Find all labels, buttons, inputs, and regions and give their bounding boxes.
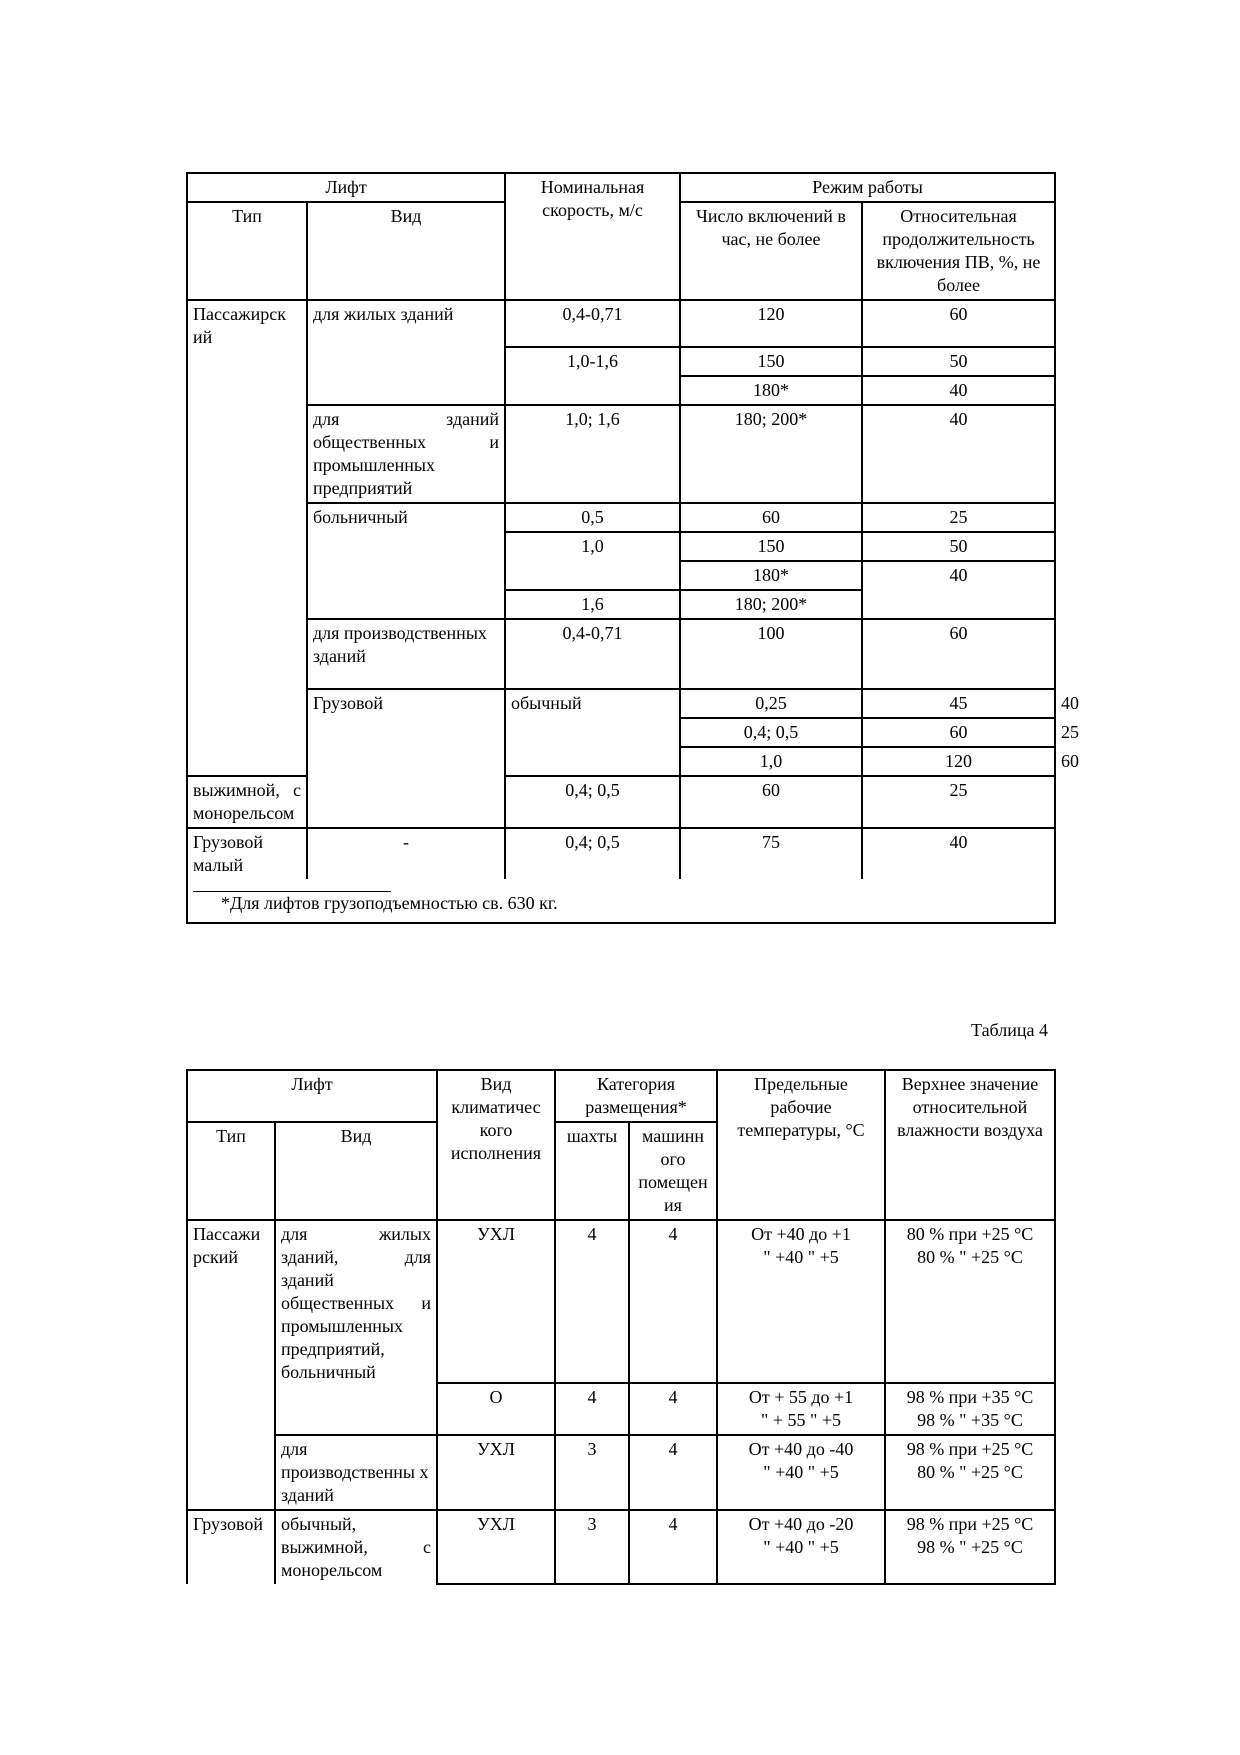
text-fragment: промышленных предприятий bbox=[313, 455, 435, 498]
cell-starts: 150 bbox=[680, 532, 862, 561]
header-starts: Число включений в час, не более bbox=[680, 202, 862, 300]
cell-humidity: 98 % при +35 °С 98 % " +35 °С bbox=[885, 1383, 1055, 1435]
header-speed: Номинальная скорость, м/с bbox=[505, 173, 680, 300]
cell-starts: 100 bbox=[680, 619, 862, 689]
text-fragment: зданий bbox=[281, 1270, 334, 1290]
header-climate: Вид климатичес кого исполнения bbox=[437, 1070, 555, 1220]
footnote-divider bbox=[193, 879, 391, 892]
header-temperatures: Предельные рабочие температуры, °С bbox=[717, 1070, 885, 1220]
cell-kind: - bbox=[307, 828, 505, 879]
text-fragment: обычный, bbox=[281, 1514, 357, 1534]
kind-industrial: для производственных зданий bbox=[307, 619, 505, 689]
cell-climate: УХЛ bbox=[437, 1510, 555, 1584]
header-shaft: шахты bbox=[555, 1122, 629, 1220]
cell-speed: 0,4-0,71 bbox=[505, 619, 680, 689]
cell-speed: 1,0 bbox=[680, 747, 862, 776]
cell-duty: 25 bbox=[862, 503, 1055, 532]
header-lift: Лифт bbox=[187, 1070, 437, 1122]
header-type: Тип bbox=[187, 202, 307, 300]
text-fragment: промышленных предприятий, больничный bbox=[281, 1316, 403, 1382]
cell-speed: 0,25 bbox=[680, 689, 862, 718]
header-kind: Вид bbox=[307, 202, 505, 300]
cell-duty: 50 bbox=[862, 347, 1055, 376]
cell-duty: 40 bbox=[862, 828, 1055, 879]
text-fragment: общественных bbox=[313, 432, 427, 452]
text-fragment: и bbox=[489, 432, 499, 452]
cell-duty: 40 bbox=[862, 561, 1055, 619]
cell-duty: 50 bbox=[862, 532, 1055, 561]
cell-starts: 60 bbox=[862, 718, 1055, 747]
kind-freight bbox=[275, 1510, 437, 1584]
cell-speed: 1,0 bbox=[505, 532, 680, 590]
lift-climate-table bbox=[186, 1069, 1056, 1585]
cell-speed: 0,4; 0,5 bbox=[505, 828, 680, 879]
cell-speed: 0,5 bbox=[505, 503, 680, 532]
kind-residential-public-hospital bbox=[275, 1220, 437, 1435]
header-category: Категория размещения* bbox=[555, 1070, 717, 1122]
header-mode: Режим работы bbox=[680, 173, 1055, 202]
text-fragment: зданий bbox=[446, 409, 499, 429]
text-fragment: для bbox=[281, 1224, 308, 1244]
text-fragment: с bbox=[423, 1537, 431, 1557]
text-fragment: с bbox=[293, 780, 301, 800]
cell-shaft: 3 bbox=[555, 1510, 629, 1584]
text-fragment: общественных bbox=[281, 1293, 395, 1313]
cell-starts: 180; 200* bbox=[680, 405, 862, 503]
cell-starts: 120 bbox=[862, 747, 1055, 776]
cell-starts: 180; 200* bbox=[680, 590, 862, 619]
cell-starts: 60 bbox=[680, 776, 862, 828]
cell-starts: 75 bbox=[680, 828, 862, 879]
text-fragment: монорельсом bbox=[193, 803, 295, 823]
cell-speed: 1,0; 1,6 bbox=[505, 405, 680, 503]
cell-machine-room: 4 bbox=[629, 1435, 717, 1510]
cell-duty: 60 bbox=[862, 619, 1055, 689]
cell-humidity: 98 % при +25 °С 98 % " +25 °С bbox=[885, 1510, 1055, 1584]
header-kind: Вид bbox=[275, 1122, 437, 1220]
text-fragment: монорельсом bbox=[281, 1560, 383, 1580]
cell-machine-room: 4 bbox=[629, 1220, 717, 1383]
cell-climate: О bbox=[437, 1383, 555, 1435]
cell-temperatures: От + 55 до +1 " + 55 " +5 bbox=[717, 1383, 885, 1435]
cell-starts: 180* bbox=[680, 376, 862, 405]
text-fragment: и bbox=[421, 1293, 431, 1313]
type-small-freight: Грузовой малый bbox=[187, 828, 307, 879]
type-passenger: Пассажирск ий bbox=[187, 300, 307, 776]
cell-humidity: 98 % при +25 °С 80 % " +25 °С bbox=[885, 1435, 1055, 1510]
kind-industrial: для производственны х зданий bbox=[275, 1435, 437, 1510]
table-caption: Таблица 4 bbox=[971, 1020, 1048, 1040]
header-type: Тип bbox=[187, 1122, 275, 1220]
cell-duty: 60 bbox=[862, 300, 1055, 347]
cell-speed: 0,4; 0,5 bbox=[505, 776, 680, 828]
cell-starts: 60 bbox=[680, 503, 862, 532]
cell-temperatures: От +40 до -20 " +40 " +5 bbox=[717, 1510, 885, 1584]
text-fragment: для bbox=[404, 1247, 431, 1267]
cell-machine-room: 4 bbox=[629, 1383, 717, 1435]
text-fragment: жилых bbox=[378, 1224, 431, 1244]
kind-hospital: больничный bbox=[307, 503, 505, 619]
cell-humidity: 80 % при +25 °С 80 % " +25 °С bbox=[885, 1220, 1055, 1383]
kind-pushing-monorail bbox=[187, 776, 307, 828]
cell-shaft: 4 bbox=[555, 1220, 629, 1383]
cell-starts: 120 bbox=[680, 300, 862, 347]
footnote-text: *Для лифтов грузоподъемностью св. 630 кг. bbox=[221, 893, 558, 913]
lift-operation-mode-table: Лифт Номинальная скорость, м/с Режим работы Тип Вид Число включений в час, не более Относительная продолжительность включения ПВ, %, не более Пассажирск ий для жилых зданий 0,4-0,71 120 60 1,0-1,6 150 50 180* 40 для зданий общественных и промышленных предприятий 1,0; 1,6 180; 200* 40 больничный 0,5 60 25 1,0 150 50 180* 40 1,6 180; 200* для производственных зданий 0,4-0,71 100 60 Грузовой обычный 0,25 45 40 0,4; 0,5 60 25 1,0 120 60 выжимной, с монорельсом 0,4; 0,5 60 25 Грузовой малый - 0,4; 0,5 75 40 *Для лифтов грузоподъемностью св. 630 кг. bbox=[186, 172, 1056, 924]
cell-starts: 45 bbox=[862, 689, 1055, 718]
cell-climate: УХЛ bbox=[437, 1220, 555, 1383]
text-fragment: для bbox=[313, 409, 340, 429]
cell-speed: 0,4-0,71 bbox=[505, 300, 680, 347]
cell-duty: 40 bbox=[862, 405, 1055, 503]
cell-duty: 25 bbox=[862, 776, 1055, 828]
cell-temperatures: От +40 до -40 " +40 " +5 bbox=[717, 1435, 885, 1510]
header-lift: Лифт bbox=[187, 173, 505, 202]
cell-machine-room: 4 bbox=[629, 1510, 717, 1584]
type-passenger: Пассажи рский bbox=[187, 1220, 275, 1510]
cell-shaft: 4 bbox=[555, 1383, 629, 1435]
kind-residential: для жилых зданий bbox=[307, 300, 505, 405]
cell-shaft: 3 bbox=[555, 1435, 629, 1510]
kind-public-buildings bbox=[307, 405, 505, 503]
text-fragment: выжимной, bbox=[281, 1537, 368, 1557]
cell-speed: 1,0-1,6 bbox=[505, 347, 680, 405]
cell-climate: УХЛ bbox=[437, 1435, 555, 1510]
header-humidity: Верхнее значение относительной влажности воздуха bbox=[885, 1070, 1055, 1220]
header-machine-room: машинн ого помещен ия bbox=[629, 1122, 717, 1220]
type-freight: Грузовой bbox=[307, 689, 505, 828]
text-fragment: выжимной, bbox=[193, 780, 280, 800]
cell-temperatures: От +40 до +1 " +40 " +5 bbox=[717, 1220, 885, 1383]
text-fragment: зданий, bbox=[281, 1247, 339, 1267]
cell-starts: 150 bbox=[680, 347, 862, 376]
header-duty: Относительная продолжительность включения ПВ, %, не более bbox=[862, 202, 1055, 300]
cell-speed: 1,6 bbox=[505, 590, 680, 619]
kind-ordinary: обычный bbox=[505, 689, 680, 776]
cell-starts: 180* bbox=[680, 561, 862, 590]
type-freight: Грузовой bbox=[187, 1510, 275, 1584]
footnote-cell bbox=[187, 879, 1055, 923]
cell-speed: 0,4; 0,5 bbox=[680, 718, 862, 747]
cell-duty: 40 bbox=[862, 376, 1055, 405]
